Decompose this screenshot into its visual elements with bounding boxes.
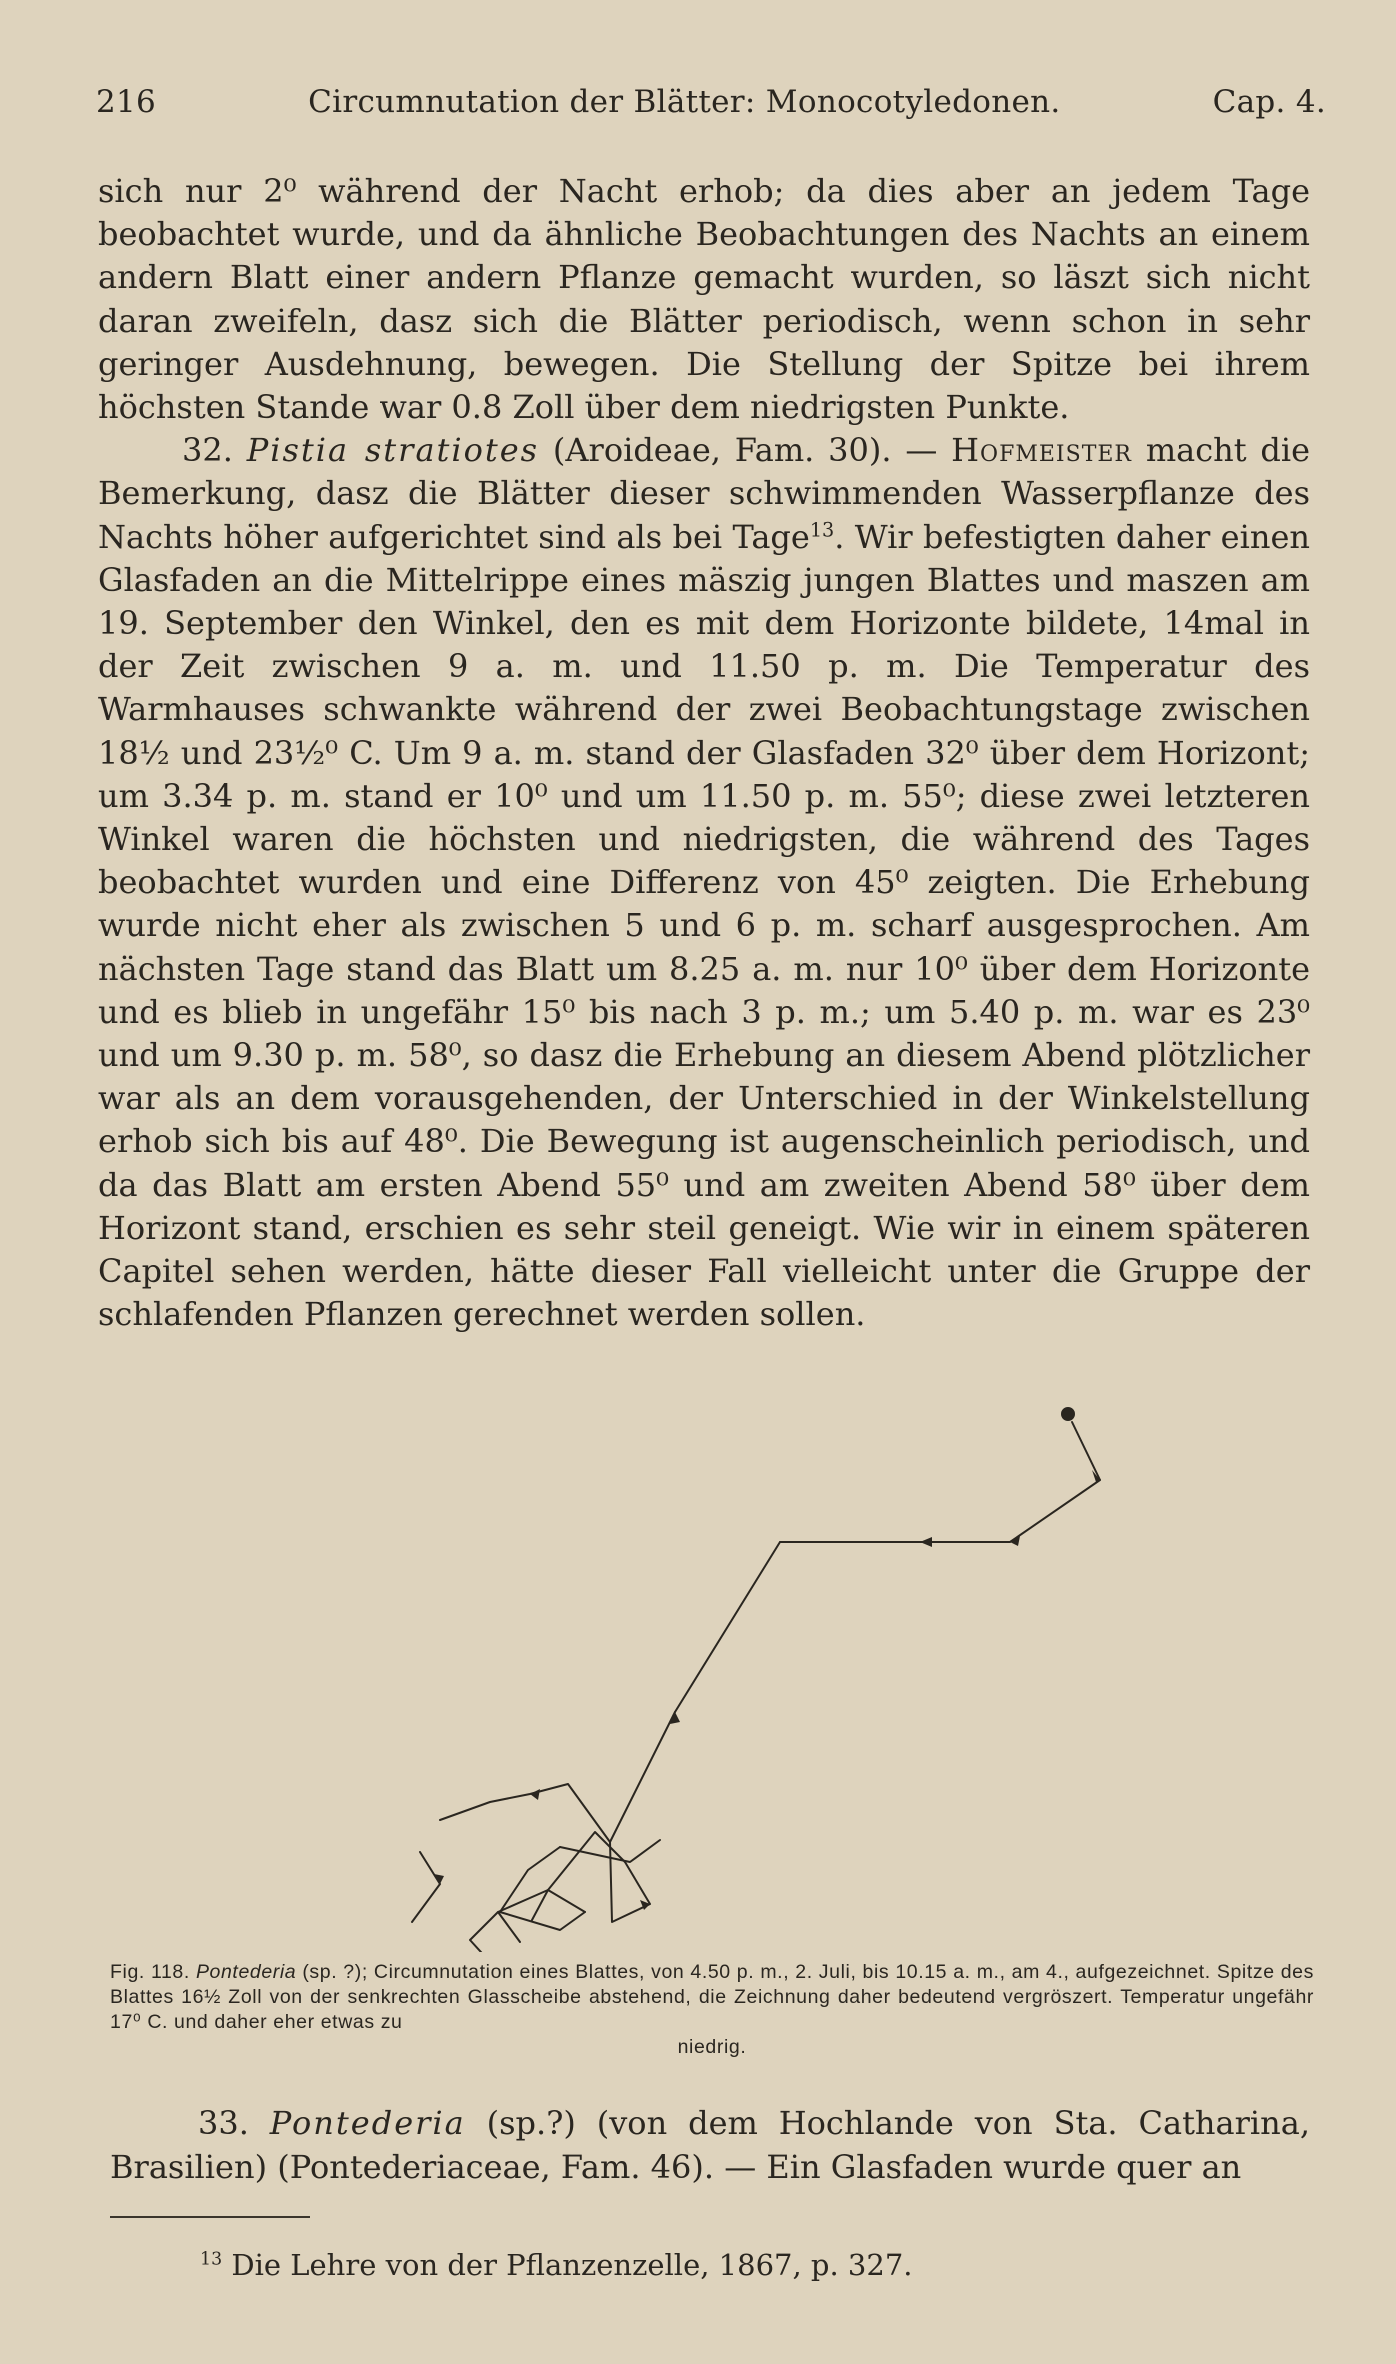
trace-segment-10 <box>500 1912 585 1930</box>
trace-segment-11 <box>500 1847 560 1912</box>
trace-segment-4 <box>610 1712 675 1842</box>
page-number: 216 <box>96 84 157 120</box>
start-dot <box>1062 1408 1074 1420</box>
figure-caption <box>110 1960 1314 2060</box>
footnote-marker: 13 <box>200 2249 223 2270</box>
trace-segment-1 <box>1072 1422 1100 1480</box>
section-number: 32. <box>182 431 233 470</box>
footnote-reference: 13 <box>809 518 835 542</box>
arrow-3 <box>920 1537 932 1547</box>
section-number: 33. <box>198 2104 249 2142</box>
section-text-b: . Wir befestigten daher einen Glasfaden an die Mittelrippe eines mäszig jungen Blattes und maszen am 19. September den Winkel, den es mit dem Horizonte bildete, 14mal in der Zeit zwischen 9 a. m. und 11.50 p. m. Die Temperatur des Warmhauses schwankte während der zwei Beobachtungstage zwischen 18½ und 23½⁰ C. Um 9 a. m. stand der Glasfaden 32⁰ über dem Horizont; um 3.34 p. m. stand er 10⁰ und um 11.50 p. m. 55⁰; diese zwei letzteren Winkel waren die höchsten und niedrigsten, die während des Tages beobachtet wurden und eine Differenz von 45⁰ zeigten. Die Erhebung wurde nicht eher als zwischen 5 und 6 p. m. scharf ausgesprochen. Am nächsten Tage stand das Blatt um 8.25 a. m. nur 10⁰ über dem Horizonte und es blieb in ungefähr 15⁰ bis nach 3 p. m.; um 5.40 p. m. war es 23⁰ und um 9.30 p. m. 58⁰, so dasz die Erhebung an diesem Abend plötzlicher war als an dem vorausgehenden, der Unterschied in der Winkelstellung erhob sich bis auf 48⁰. Die Bewegung ist augenscheinlich periodisch, und da das Blatt am ersten Abend 55⁰ und am zweiten Abend 58⁰ über dem Horizont stand, erschien es sehr steil geneigt. Wie wir in einem späteren Capitel sehen werden, hätte dieser Fall vielleicht unter die Gruppe der schlafenden Pflanzen gerechnet werden sollen. <box>98 517 1311 1334</box>
species-name: Pontederia <box>269 2104 466 2142</box>
trace-segment-9 <box>548 1890 585 1912</box>
chapter-label: Cap. 4. <box>1212 84 1326 120</box>
family-note: (Aroideae, Fam. 30). — <box>552 431 938 470</box>
trace-segment-2 <box>780 1480 1100 1542</box>
main-text <box>98 170 1310 1336</box>
footnote <box>200 2248 913 2282</box>
caption-species: Pontederia <box>195 1961 297 1983</box>
section-text-a: macht die Bemerkung, dasz die Blätter dieser schwimmenden Wasserpflanze des Nachts höher aufgerichtet sind als bei Tage <box>98 431 1311 556</box>
footnote-text: Die Lehre von der Pflanzenzelle, 1867, p. 327. <box>231 2248 913 2282</box>
trace-segment-3 <box>675 1542 780 1712</box>
species-name: Pistia stratiotes <box>246 431 540 470</box>
section-text: (sp.?) (von dem Hochlande von Sta. Catharina, Brasilien) (Pontederiaceae, Fam. 46). — Ein Glasfaden wurde quer an <box>110 2104 1311 2186</box>
author-name: Hofmeister <box>951 431 1132 470</box>
section-32 <box>98 429 1310 1336</box>
footnote-divider <box>110 2216 310 2218</box>
trace-segment-6 <box>412 1852 440 1922</box>
caption-label: Fig. 118. <box>110 1961 190 1983</box>
arrow-5 <box>530 1789 540 1800</box>
circumnutation-figure <box>320 1392 1140 1952</box>
running-title: Circumnutation der Blätter: Monocotyledonen. <box>308 84 1061 120</box>
section-33 <box>110 2101 1310 2189</box>
running-header <box>96 84 1326 120</box>
caption-end: niedrig. <box>677 2036 747 2058</box>
continued-paragraph: sich nur 2⁰ während der Nacht erhob; da dies aber an jedem Tage beobachtet wurde, und da ähnliche Beobachtungen des Nachts an einem andern Blatt einer andern Pflanze gemacht wurden, so läszt sich nicht daran zweifeln, dasz sich die Blätter periodisch, wenn schon in sehr geringer Ausdehnung, bewegen. Die Stellung der Spitze bei ihrem höchsten Stande war 0.8 Zoll über dem niedrigsten Punkte. <box>98 172 1310 427</box>
trace-segment-5 <box>440 1784 610 1842</box>
caption-text: (sp. ?); Circumnutation eines Blattes, von 4.50 p. m., 2. Juli, bis 10.15 a. m., am 4., aufgezeichnet. Spitze des Blattes 16½ Zoll von der senkrechten Glasscheibe abstehend, die Zeichnung daher bedeutend vergröszert. Temperatur ungefähr 17⁰ C. und daher eher etwas zu <box>110 1961 1314 2033</box>
